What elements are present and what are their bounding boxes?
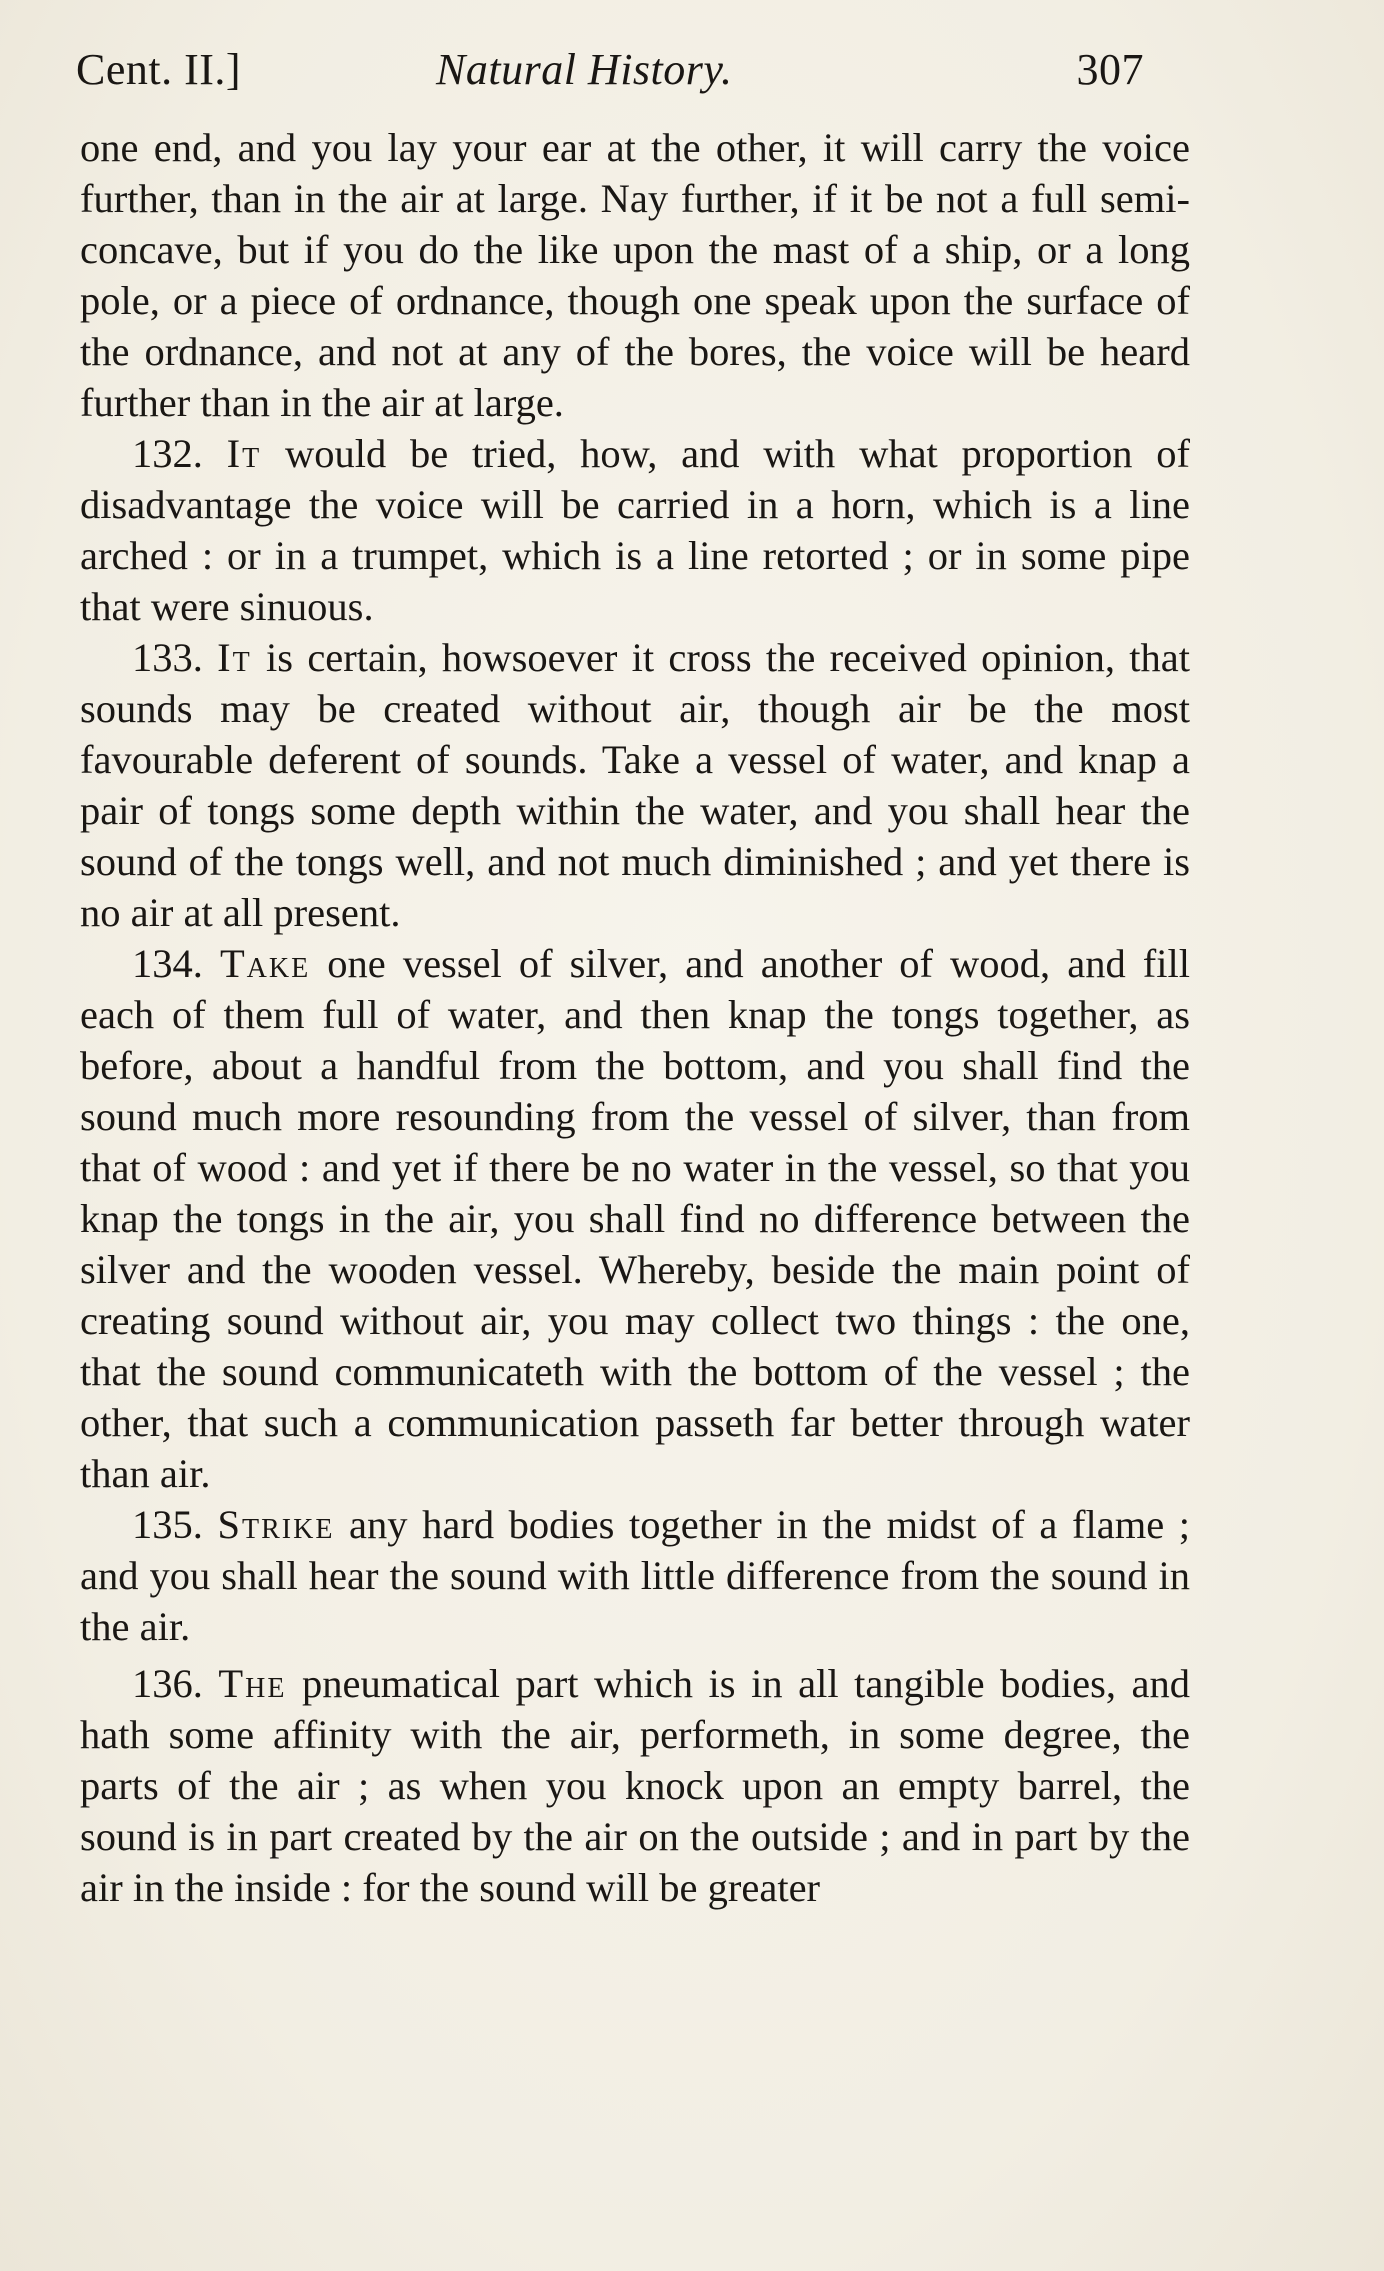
paragraph-lead: Strike [217,1502,335,1547]
paragraph-number: 135. [132,1502,203,1547]
paragraph-134 [80,938,1190,1499]
paragraph-number: 133. [132,635,203,680]
paragraph-number: 132. [132,431,203,476]
running-head [76,44,1144,104]
section-reference: Cent. II.] [76,45,242,94]
paragraph-lead: It [217,635,252,680]
running-title: Natural History. [436,45,733,94]
paragraph-text: is certain, howsoever it cross the received opinion, that sounds may be created without air, though air be the most favourable deferent of sounds. Take a vessel of water, and knap a pair of tongs some depth within the water, and you shall hear the sound of the tongs well, and not much diminished ; and yet there is no air at all present. [80,635,1190,935]
paragraph-133 [80,632,1190,938]
paragraph-132 [80,428,1190,632]
paragraph-136 [80,1658,1190,1913]
paragraph-text: one vessel of silver, and another of wood, and fill each of them full of water, and then knap the tongs together, as before, about a handful from the bottom, and you shall find the sound much more resounding from the vessel of silver, than from that of wood : and yet if there be no water in the vessel, so that you knap the tongs in the air, you shall find no difference between the silver and the wooden vessel. Whereby, beside the main point of creating sound without air, you may collect two things : the one, that the sound communicateth with the bottom of the vessel ; the other, that such a communication passeth far better through water than air. [80,941,1190,1496]
paragraph-135 [80,1499,1190,1652]
continued-paragraph: one end, and you lay your ear at the other, it will carry the voice further, than in the air at large. Nay further, if it be not a full semi-concave, but if you do the like upon the mast of a ship, or a long pole, or a piece of ordnance, though one speak upon the surface of the ordnance, and not at any of the bores, the voice will be heard further than in the air at large. [80,125,1190,425]
page-number: 307 [1076,45,1144,94]
paragraph-text: pneumatical part which is in all tangible bodies, and hath some affinity with the air, performeth, in some degree, the parts of the air ; as when you knock upon an empty barrel, the sound is in part created by the air on the outside ; and in part by the air in the inside : for the sound will be greater [80,1661,1191,1910]
paragraph-number: 136. [132,1661,203,1706]
paragraph-lead: Take [219,941,311,986]
paragraph-number: 134. [132,941,203,986]
paragraph-lead: It [226,431,262,476]
paragraph-text: any hard bodies together in the midst of a flame ; and you shall hear the sound with little difference from the sound in the air. [80,1502,1191,1649]
body-text [80,122,1190,1913]
paragraph-lead: The [218,1661,287,1706]
paragraph-text: would be tried, how, and with what proportion of disadvantage the voice will be carried in a horn, which is a line arched : or in a trumpet, which is a line retorted ; or in some pipe that were sinuous. [80,431,1191,629]
